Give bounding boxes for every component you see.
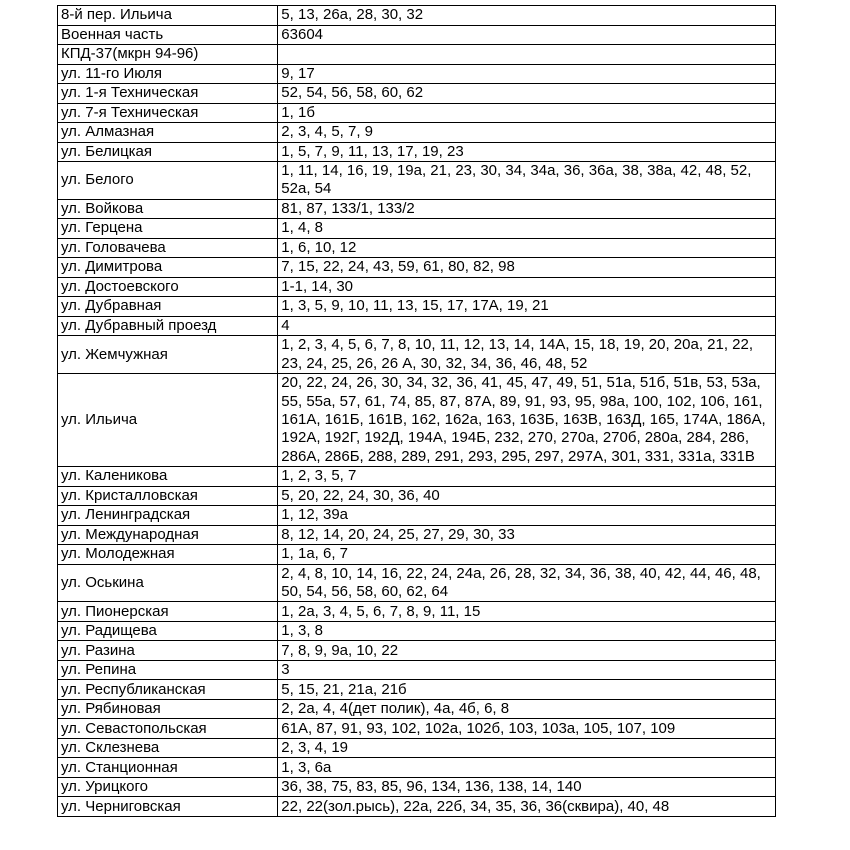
table-row: [58, 467, 776, 487]
house-numbers-cell: 9, 17: [278, 64, 776, 84]
table-row: [58, 142, 776, 162]
street-name-cell: ул. Международная: [58, 525, 278, 545]
table-row: [58, 641, 776, 661]
table-row: [58, 486, 776, 506]
house-numbers-cell: 2, 3, 4, 19: [278, 738, 776, 758]
table-row: [58, 258, 776, 278]
house-numbers-cell: 1-1, 14, 30: [278, 277, 776, 297]
street-name-cell: ул. Радищева: [58, 621, 278, 641]
table-row: [58, 103, 776, 123]
house-numbers-cell: 2, 4, 8, 10, 14, 16, 22, 24, 24а, 26, 28, 32, 34, 36, 38, 40, 42, 44, 46, 48, 50, 54, 56, 58, 60, 62, 64: [278, 564, 776, 602]
house-numbers-cell: 1, 2, 3, 4, 5, 6, 7, 8, 10, 11, 12, 13, 14, 14А, 15, 18, 19, 20, 20а, 21, 22, 23, 24, 25, 26, 26 А, 30, 32, 34, 36, 46, 48, 52: [278, 336, 776, 374]
table-row: [58, 45, 776, 65]
street-name-cell: ул. Головачева: [58, 238, 278, 258]
table-row: [58, 797, 776, 817]
street-name-cell: ул. Ленинградская: [58, 506, 278, 526]
street-name-cell: ул. 11-го Июля: [58, 64, 278, 84]
house-numbers-cell: 22, 22(зол.рысь), 22а, 22б, 34, 35, 36, 36(сквира), 40, 48: [278, 797, 776, 817]
house-numbers-cell: 52, 54, 56, 58, 60, 62: [278, 84, 776, 104]
house-numbers-cell: 63604: [278, 25, 776, 45]
table-row: [58, 680, 776, 700]
house-numbers-cell: 5, 20, 22, 24, 30, 36, 40: [278, 486, 776, 506]
house-numbers-cell: 1, 3, 6а: [278, 758, 776, 778]
house-numbers-cell: 7, 8, 9, 9а, 10, 22: [278, 641, 776, 661]
street-name-cell: ул. 1-я Техническая: [58, 84, 278, 104]
street-name-cell: ул. Урицкого: [58, 777, 278, 797]
house-numbers-cell: 1, 3, 8: [278, 621, 776, 641]
street-name-cell: КПД-37(мкрн 94-96): [58, 45, 278, 65]
table-row: [58, 545, 776, 565]
table-row: [58, 199, 776, 219]
house-numbers-cell: 5, 15, 21, 21а, 21б: [278, 680, 776, 700]
table-row: [58, 621, 776, 641]
table-row: [58, 525, 776, 545]
house-numbers-cell: 1, 1б: [278, 103, 776, 123]
table-row: [58, 162, 776, 200]
house-numbers-cell: 1, 3, 5, 9, 10, 11, 13, 15, 17, 17А, 19, 21: [278, 297, 776, 317]
house-numbers-cell: 5, 13, 26а, 28, 30, 32: [278, 6, 776, 26]
table-row: [58, 277, 776, 297]
street-name-cell: ул. Склезнева: [58, 738, 278, 758]
street-name-cell: ул. Алмазная: [58, 123, 278, 143]
table-row: [58, 660, 776, 680]
house-numbers-cell: 1, 11, 14, 16, 19, 19а, 21, 23, 30, 34, 34а, 36, 36а, 38, 38а, 42, 48, 52, 52а, 54: [278, 162, 776, 200]
street-name-cell: ул. Республиканская: [58, 680, 278, 700]
house-numbers-cell: 1, 2, 3, 5, 7: [278, 467, 776, 487]
house-numbers-cell: 81, 87, 133/1, 133/2: [278, 199, 776, 219]
street-name-cell: ул. Герцена: [58, 219, 278, 239]
house-numbers-cell: 2, 2а, 4, 4(дет полик), 4а, 4б, 6, 8: [278, 699, 776, 719]
house-numbers-cell: 1, 2а, 3, 4, 5, 6, 7, 8, 9, 11, 15: [278, 602, 776, 622]
house-numbers-cell: 1, 5, 7, 9, 11, 13, 17, 19, 23: [278, 142, 776, 162]
street-name-cell: ул. Ильича: [58, 374, 278, 467]
table-row: [58, 316, 776, 336]
table-row: [58, 374, 776, 467]
table-row: [58, 238, 776, 258]
table-row: [58, 219, 776, 239]
street-name-cell: ул. Пионерская: [58, 602, 278, 622]
street-name-cell: ул. Каленикова: [58, 467, 278, 487]
table-row: [58, 123, 776, 143]
house-numbers-cell: 7, 15, 22, 24, 43, 59, 61, 80, 82, 98: [278, 258, 776, 278]
street-name-cell: ул. Молодежная: [58, 545, 278, 565]
address-table-body: [58, 6, 776, 817]
house-numbers-cell: 61А, 87, 91, 93, 102, 102а, 102б, 103, 103а, 105, 107, 109: [278, 719, 776, 739]
table-row: [58, 336, 776, 374]
street-name-cell: 8-й пер. Ильича: [58, 6, 278, 26]
table-row: [58, 738, 776, 758]
table-row: [58, 758, 776, 778]
street-name-cell: ул. Станционная: [58, 758, 278, 778]
table-row: [58, 6, 776, 26]
house-numbers-cell: 8, 12, 14, 20, 24, 25, 27, 29, 30, 33: [278, 525, 776, 545]
house-numbers-cell: 1, 12, 39а: [278, 506, 776, 526]
address-table: [57, 5, 776, 817]
table-row: [58, 699, 776, 719]
street-name-cell: ул. Жемчужная: [58, 336, 278, 374]
house-numbers-cell: 36, 38, 75, 83, 85, 96, 134, 136, 138, 14, 140: [278, 777, 776, 797]
table-row: [58, 564, 776, 602]
table-row: [58, 84, 776, 104]
house-numbers-cell: 4: [278, 316, 776, 336]
table-row: [58, 719, 776, 739]
street-name-cell: ул. Войкова: [58, 199, 278, 219]
street-name-cell: ул. Кристалловская: [58, 486, 278, 506]
house-numbers-cell: 1, 4, 8: [278, 219, 776, 239]
house-numbers-cell: [278, 45, 776, 65]
street-name-cell: ул. Рябиновая: [58, 699, 278, 719]
house-numbers-cell: 1, 1а, 6, 7: [278, 545, 776, 565]
table-row: [58, 602, 776, 622]
street-name-cell: ул. Димитрова: [58, 258, 278, 278]
house-numbers-cell: 20, 22, 24, 26, 30, 34, 32, 36, 41, 45, 47, 49, 51, 51а, 51б, 51в, 53, 53а, 55, 55а, 57, 61, 74, 85, 87, 87А, 89, 91, 93, 95, 98а, 100, 102, 106, 161, 161А, 161Б, 161В, 162, 162а, 163, 163Б, 163В, 163Д, 165, 174А, 186А, 192А, 192Г, 192Д, 194А, 194Б, 232, 270, 270а, 270б, 280а, 284, 286, 286А, 286Б, 288, 289, 291, 293, 295, 297, 297А, 301, 331, 331а, 331В: [278, 374, 776, 467]
street-name-cell: ул. Оськина: [58, 564, 278, 602]
street-name-cell: ул. Черниговская: [58, 797, 278, 817]
table-row: [58, 25, 776, 45]
table-row: [58, 64, 776, 84]
street-name-cell: ул. Разина: [58, 641, 278, 661]
house-numbers-cell: 2, 3, 4, 5, 7, 9: [278, 123, 776, 143]
street-name-cell: ул. 7-я Техническая: [58, 103, 278, 123]
street-name-cell: ул. Белого: [58, 162, 278, 200]
house-numbers-cell: 1, 6, 10, 12: [278, 238, 776, 258]
street-name-cell: ул. Дубравная: [58, 297, 278, 317]
street-name-cell: Военная часть: [58, 25, 278, 45]
table-row: [58, 297, 776, 317]
table-row: [58, 777, 776, 797]
table-row: [58, 506, 776, 526]
street-name-cell: ул. Дубравный проезд: [58, 316, 278, 336]
street-name-cell: ул. Репина: [58, 660, 278, 680]
street-name-cell: ул. Белицкая: [58, 142, 278, 162]
street-name-cell: ул. Севастопольская: [58, 719, 278, 739]
house-numbers-cell: 3: [278, 660, 776, 680]
street-name-cell: ул. Достоевского: [58, 277, 278, 297]
